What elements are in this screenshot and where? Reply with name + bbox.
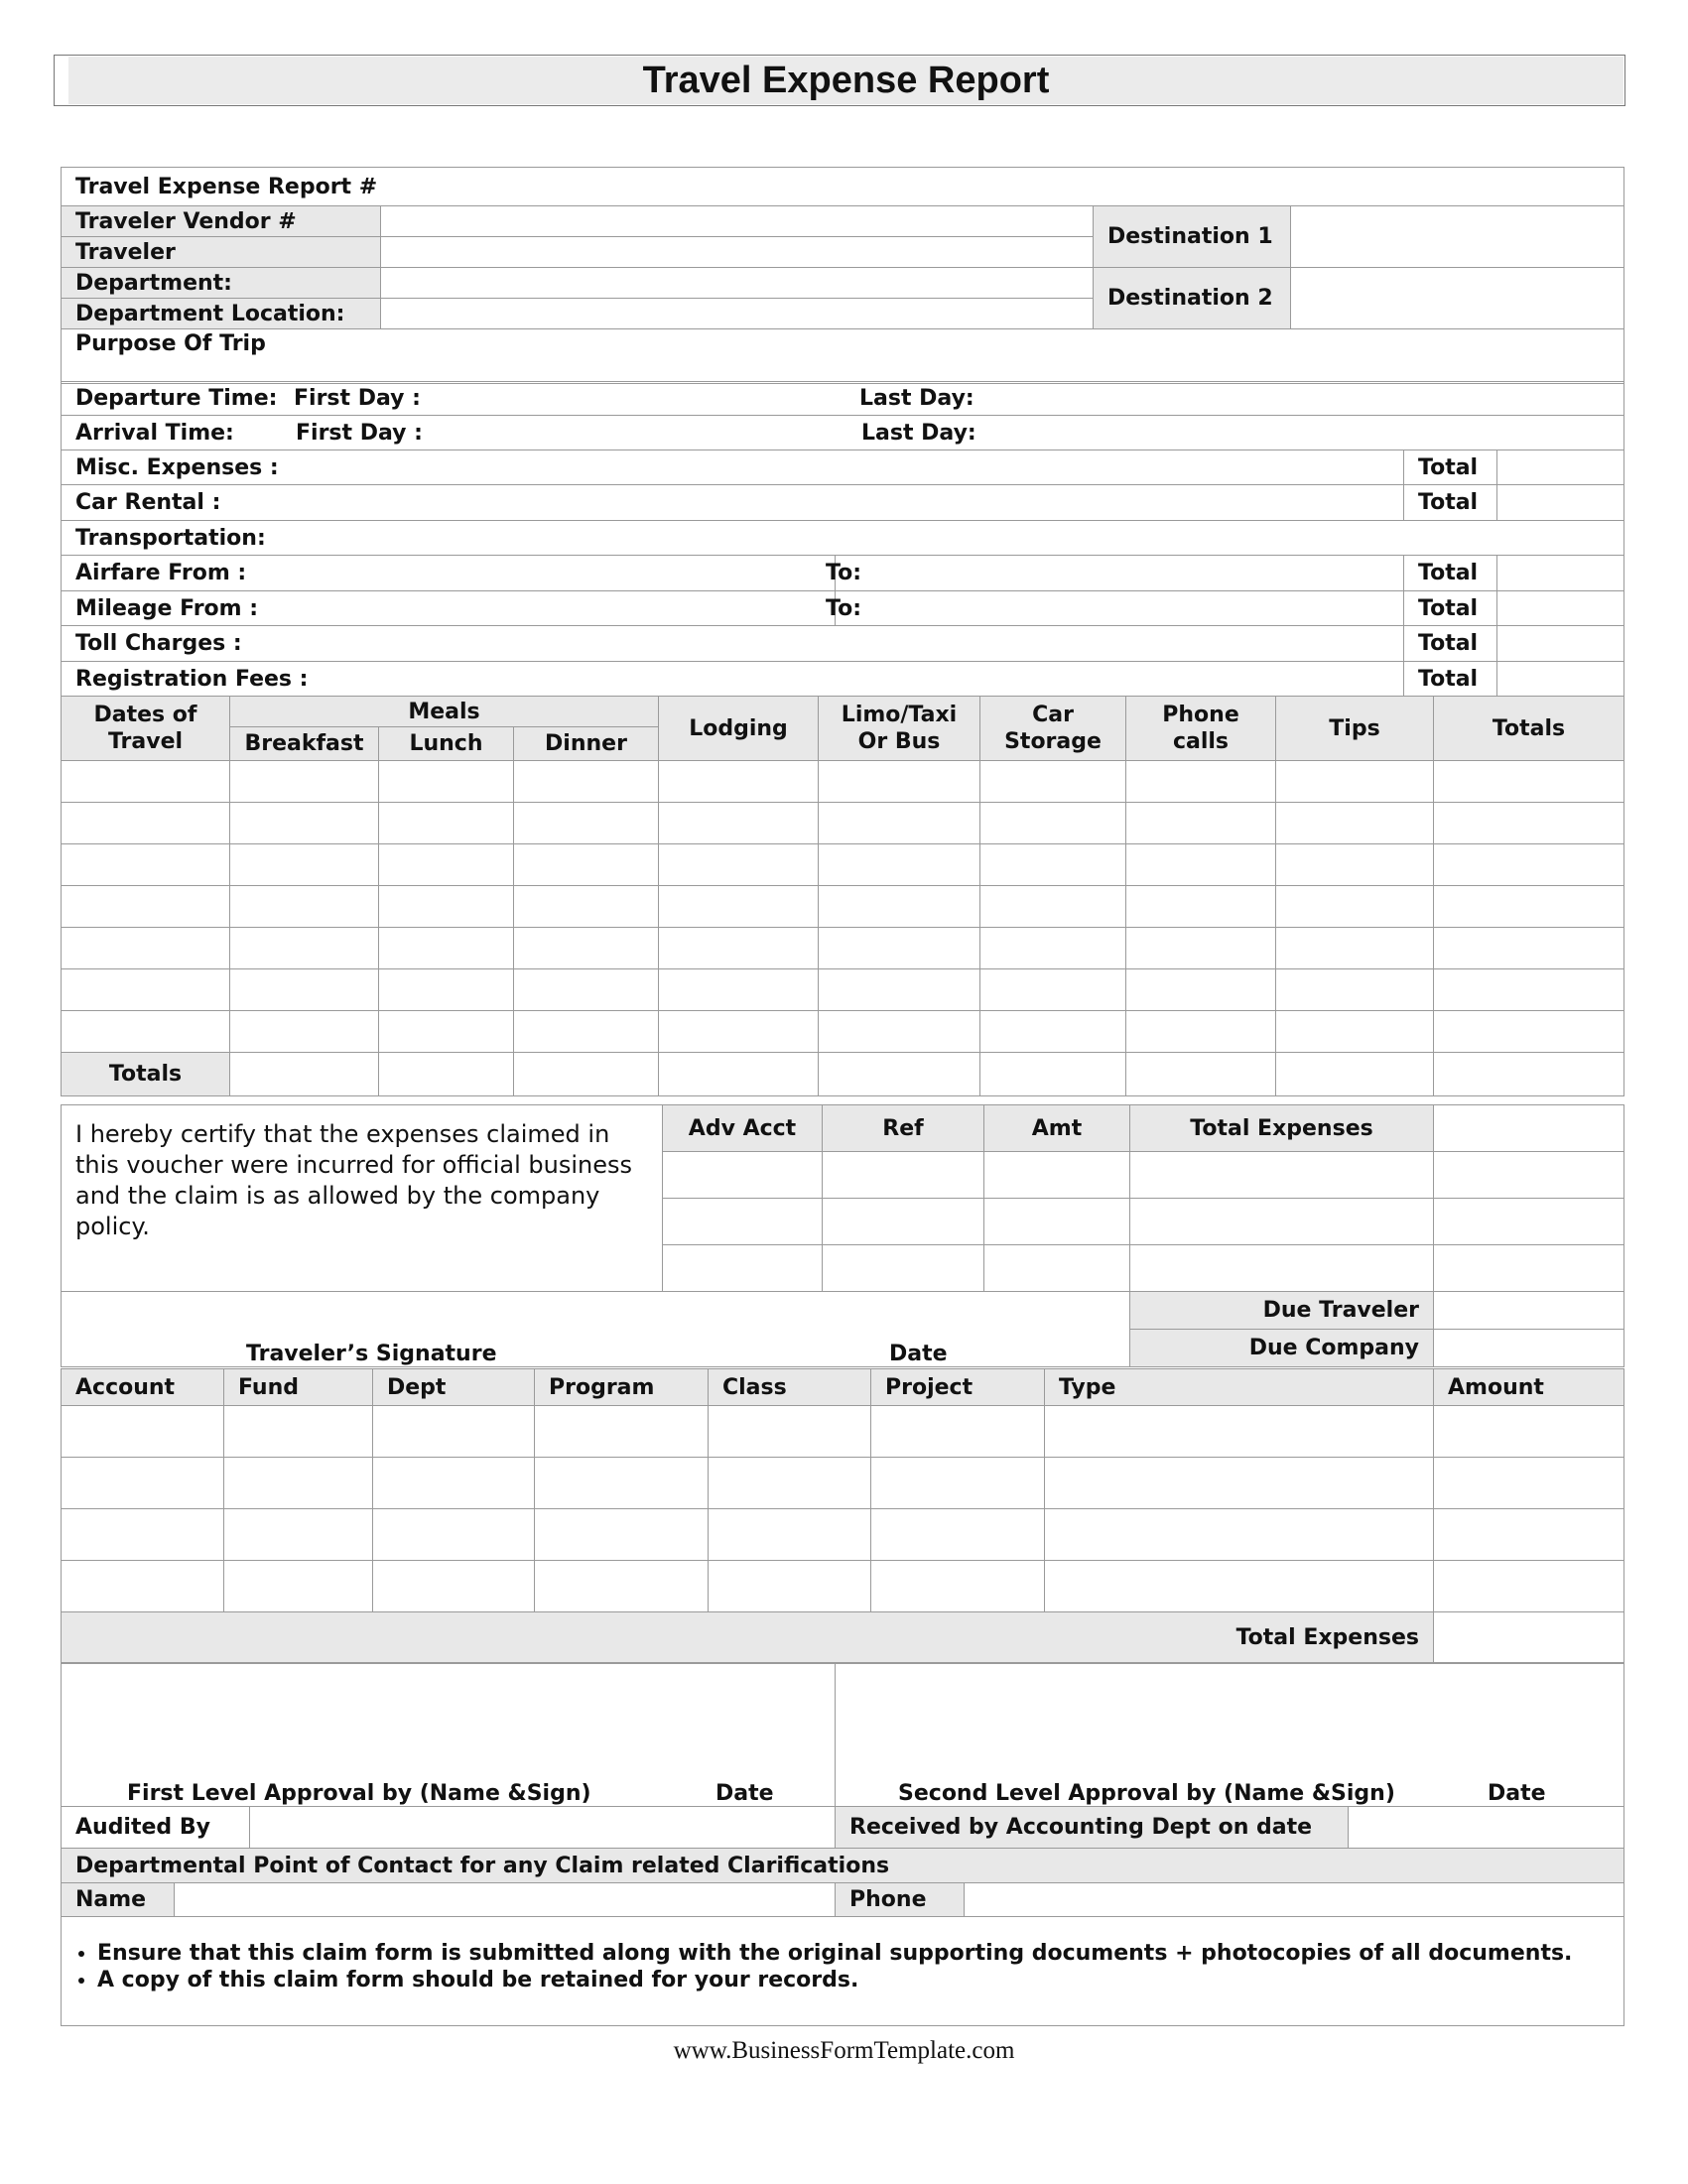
registration-total-field[interactable] (1497, 662, 1624, 697)
daily-cell[interactable] (1276, 803, 1434, 844)
daily-cell[interactable] (1276, 886, 1434, 928)
contact-name-field[interactable] (175, 1883, 836, 1917)
daily-cell[interactable] (230, 969, 379, 1011)
daily-cell[interactable] (819, 886, 980, 928)
daily-cell[interactable] (980, 1011, 1126, 1053)
destination-1-label: Destination 1 (1094, 206, 1291, 268)
adv-cell[interactable] (823, 1199, 984, 1245)
daily-row (62, 928, 1624, 969)
first-level-approval-area[interactable] (62, 1663, 836, 1807)
page-title: Travel Expense Report (642, 59, 1050, 101)
account-cell[interactable] (224, 1406, 373, 1458)
daily-cell[interactable] (62, 928, 230, 969)
car-storage-header: Car Storage (980, 697, 1126, 761)
due-company-label: Due Company (1130, 1330, 1434, 1367)
audited-by-label: Audited By (62, 1807, 250, 1849)
due-traveler-field[interactable] (1434, 1292, 1624, 1330)
daily-cell[interactable] (659, 761, 819, 803)
arrival-time-row (62, 416, 1624, 450)
daily-cell[interactable] (379, 928, 514, 969)
arrival-last-day-label: Last Day: (861, 420, 976, 446)
daily-cell[interactable] (659, 886, 819, 928)
adv-cell[interactable] (1434, 1152, 1624, 1199)
first-level-approval-label: First Level Approval by (Name &Sign) (127, 1781, 591, 1806)
daily-cell[interactable] (980, 803, 1126, 844)
accounts-table (61, 1368, 1624, 1664)
second-level-approval-area[interactable] (836, 1663, 1624, 1807)
account-cell[interactable] (535, 1458, 709, 1509)
daily-row (62, 886, 1624, 928)
adv-cell[interactable] (663, 1152, 823, 1199)
daily-total-cell[interactable] (1276, 1053, 1434, 1096)
total-label: Total (1404, 591, 1497, 626)
account-cell[interactable] (1434, 1509, 1624, 1561)
daily-cell[interactable] (659, 969, 819, 1011)
daily-cell[interactable] (1276, 844, 1434, 886)
account-header: Account (62, 1369, 224, 1406)
account-cell[interactable] (709, 1509, 871, 1561)
daily-row (62, 1011, 1624, 1053)
account-cell[interactable] (1045, 1406, 1434, 1458)
adv-cell[interactable] (663, 1199, 823, 1245)
daily-totals-label: Totals (62, 1053, 230, 1096)
mileage-total-field[interactable] (1497, 591, 1624, 626)
daily-cell[interactable] (1126, 886, 1276, 928)
airfare-to-label: To: (826, 561, 861, 585)
adv-cell[interactable] (984, 1245, 1130, 1292)
adv-cell[interactable] (984, 1152, 1130, 1199)
account-cell[interactable] (62, 1509, 224, 1561)
dates-of-travel-header: Dates of Travel (62, 697, 230, 761)
adv-cell[interactable] (984, 1199, 1130, 1245)
daily-cell[interactable] (1276, 1011, 1434, 1053)
daily-cell[interactable] (62, 803, 230, 844)
account-cell[interactable] (1045, 1509, 1434, 1561)
daily-cell[interactable] (514, 761, 659, 803)
accounts-total-expenses-label: Total Expenses (62, 1612, 1434, 1664)
notes-list (75, 1941, 1610, 1992)
car-rental-total-field[interactable] (1497, 485, 1624, 521)
daily-cell[interactable] (980, 928, 1126, 969)
mileage-to-cell (826, 591, 1404, 626)
totals-header: Totals (1434, 697, 1624, 761)
daily-cell[interactable] (1126, 803, 1276, 844)
daily-cell[interactable] (980, 886, 1126, 928)
adv-cell[interactable] (1130, 1245, 1434, 1292)
arrival-first-day-label: First Day : (296, 420, 423, 446)
daily-cell[interactable] (1126, 1011, 1276, 1053)
daily-row (62, 803, 1624, 844)
daily-expenses-table (61, 696, 1624, 1096)
account-cell[interactable] (871, 1561, 1045, 1612)
airfare-from-label: Airfare From : (75, 561, 247, 585)
adv-cell[interactable] (823, 1245, 984, 1292)
due-traveler-label: Due Traveler (1130, 1292, 1434, 1330)
account-row (62, 1458, 1624, 1509)
daily-cell[interactable] (514, 1011, 659, 1053)
daily-total-cell[interactable] (230, 1053, 379, 1096)
department-location-label: Department Location: (62, 299, 381, 329)
vendor-number-label: Traveler Vendor # (62, 206, 381, 237)
daily-cell[interactable] (514, 886, 659, 928)
account-cell[interactable] (1434, 1458, 1624, 1509)
traveler-label: Traveler (62, 237, 381, 268)
account-cell[interactable] (709, 1458, 871, 1509)
daily-cell[interactable] (62, 844, 230, 886)
title-bar (54, 55, 1625, 106)
daily-cell[interactable] (819, 969, 980, 1011)
car-rental-label: Car Rental : (62, 485, 1404, 521)
traveler-signature-label: Traveler’s Signature (246, 1342, 497, 1366)
total-label: Total (1404, 450, 1497, 485)
adv-acct-header: Adv Acct (663, 1105, 823, 1152)
account-cell[interactable] (373, 1458, 535, 1509)
due-company-field[interactable] (1434, 1330, 1624, 1367)
daily-cell[interactable] (230, 928, 379, 969)
departure-time-label: Departure Time: (75, 386, 278, 411)
daily-cell[interactable] (1276, 928, 1434, 969)
note-item: • A copy of this claim form should be retained for your records. (97, 1968, 1610, 1992)
daily-cell[interactable] (230, 761, 379, 803)
adv-cell[interactable] (1434, 1199, 1624, 1245)
ref-header: Ref (823, 1105, 984, 1152)
destination-2-label: Destination 2 (1094, 268, 1291, 329)
total-expenses-header: Total Expenses (1130, 1105, 1434, 1152)
account-cell[interactable] (224, 1561, 373, 1612)
lodging-header: Lodging (659, 697, 819, 761)
daily-cell[interactable] (980, 844, 1126, 886)
project-header: Project (871, 1369, 1045, 1406)
daily-cell[interactable] (379, 803, 514, 844)
vendor-number-field[interactable] (381, 206, 1094, 237)
daily-cell[interactable] (819, 761, 980, 803)
tips-header: Tips (1276, 697, 1434, 761)
account-cell[interactable] (62, 1406, 224, 1458)
account-cell[interactable] (535, 1561, 709, 1612)
departure-last-day-label: Last Day: (859, 386, 974, 411)
first-approval-date-label: Date (715, 1781, 774, 1806)
daily-cell[interactable] (62, 1011, 230, 1053)
daily-cell[interactable] (659, 803, 819, 844)
destination-2-field[interactable] (1291, 268, 1624, 329)
account-cell[interactable] (709, 1561, 871, 1612)
signature-area[interactable] (62, 1292, 1130, 1367)
airfare-total-field[interactable] (1497, 556, 1624, 591)
daily-cell[interactable] (62, 886, 230, 928)
trip-expenses-table (61, 381, 1624, 697)
account-cell[interactable] (535, 1509, 709, 1561)
daily-cell[interactable] (230, 844, 379, 886)
contact-phone-field[interactable] (965, 1883, 1624, 1917)
daily-total-cell[interactable] (659, 1053, 819, 1096)
daily-cell[interactable] (230, 803, 379, 844)
account-cell[interactable] (224, 1509, 373, 1561)
program-header: Program (535, 1369, 709, 1406)
daily-cell[interactable] (62, 761, 230, 803)
daily-cell[interactable] (230, 1011, 379, 1053)
daily-cell[interactable] (379, 886, 514, 928)
daily-cell[interactable] (1126, 969, 1276, 1011)
mileage-to-label: To: (826, 595, 861, 621)
daily-cell[interactable] (514, 969, 659, 1011)
account-cell[interactable] (62, 1458, 224, 1509)
note-item: • Ensure that this claim form is submitted along with the original supporting documents + photocopies of all documents. (97, 1941, 1610, 1966)
total-label: Total (1404, 662, 1497, 697)
mileage-from-label: Mileage From : (62, 591, 836, 626)
daily-total-cell[interactable] (980, 1053, 1126, 1096)
daily-total-cell[interactable] (1434, 1053, 1624, 1096)
adv-cell[interactable] (1130, 1152, 1434, 1199)
accounts-total-field[interactable] (1434, 1612, 1624, 1664)
account-cell[interactable] (373, 1406, 535, 1458)
registration-fees-label: Registration Fees : (62, 662, 1404, 697)
report-number-label: Travel Expense Report # (62, 168, 1624, 206)
daily-cell[interactable] (1434, 886, 1624, 928)
notes-cell (62, 1917, 1624, 2026)
certification-text: I hereby certify that the expenses claimed in this voucher were incurred for official business and the claim is as allowed by the company policy. (62, 1105, 663, 1292)
daily-cell[interactable] (1434, 969, 1624, 1011)
department-label: Department: (62, 268, 381, 299)
daily-total-cell[interactable] (514, 1053, 659, 1096)
daily-cell[interactable] (1276, 761, 1434, 803)
daily-cell[interactable] (62, 969, 230, 1011)
daily-cell[interactable] (514, 803, 659, 844)
account-row (62, 1509, 1624, 1561)
point-of-contact-label: Departmental Point of Contact for any Claim related Clarifications (62, 1849, 1624, 1883)
account-cell[interactable] (535, 1406, 709, 1458)
daily-cell[interactable] (1434, 761, 1624, 803)
contact-table (61, 1882, 1624, 2026)
total-expenses-field[interactable] (1434, 1105, 1624, 1152)
daily-cell[interactable] (379, 844, 514, 886)
traveler-field[interactable] (381, 237, 1094, 268)
misc-total-field[interactable] (1497, 450, 1624, 485)
daily-row (62, 969, 1624, 1011)
daily-cell[interactable] (819, 844, 980, 886)
traveler-info-table (61, 167, 1624, 384)
received-by-accounting-label: Received by Accounting Dept on date (836, 1807, 1349, 1849)
account-cell[interactable] (1434, 1406, 1624, 1458)
daily-cell[interactable] (514, 928, 659, 969)
daily-cell[interactable] (230, 886, 379, 928)
contact-phone-label: Phone (836, 1883, 965, 1917)
daily-cell[interactable] (1434, 803, 1624, 844)
received-date-field[interactable] (1349, 1807, 1624, 1849)
account-cell[interactable] (709, 1406, 871, 1458)
amt-header: Amt (984, 1105, 1130, 1152)
daily-cell[interactable] (980, 969, 1126, 1011)
second-approval-date-label: Date (1488, 1781, 1546, 1806)
departure-time-row (62, 382, 1624, 416)
daily-total-cell[interactable] (819, 1053, 980, 1096)
account-cell[interactable] (871, 1406, 1045, 1458)
account-cell[interactable] (373, 1509, 535, 1561)
account-cell[interactable] (1045, 1458, 1434, 1509)
department-field[interactable] (381, 268, 1094, 299)
daily-cell[interactable] (1434, 844, 1624, 886)
daily-cell[interactable] (659, 1011, 819, 1053)
breakfast-header: Breakfast (230, 727, 379, 761)
daily-cell[interactable] (1276, 969, 1434, 1011)
destination-1-field[interactable] (1291, 206, 1624, 268)
daily-cell[interactable] (980, 761, 1126, 803)
type-header: Type (1045, 1369, 1434, 1406)
limo-taxi-bus-header: Limo/Taxi Or Bus (819, 697, 980, 761)
daily-cell[interactable] (379, 969, 514, 1011)
department-location-field[interactable] (381, 299, 1094, 329)
daily-cell[interactable] (819, 1011, 980, 1053)
daily-row (62, 761, 1624, 803)
account-cell[interactable] (224, 1458, 373, 1509)
audited-by-field[interactable] (250, 1807, 836, 1849)
account-cell[interactable] (373, 1561, 535, 1612)
daily-cell[interactable] (659, 844, 819, 886)
account-row (62, 1561, 1624, 1612)
daily-cell[interactable] (379, 761, 514, 803)
arrival-time-label: Arrival Time: (75, 420, 234, 446)
departure-first-day-label: First Day : (294, 386, 421, 411)
daily-cell[interactable] (1434, 928, 1624, 969)
contact-name-label: Name (62, 1883, 175, 1917)
total-label: Total (1404, 626, 1497, 662)
phone-calls-header: Phone calls (1126, 697, 1276, 761)
adv-cell[interactable] (663, 1245, 823, 1292)
total-label: Total (1404, 485, 1497, 521)
daily-cell[interactable] (1126, 928, 1276, 969)
lunch-header: Lunch (379, 727, 514, 761)
airfare-from-row (62, 556, 836, 591)
class-header: Class (709, 1369, 871, 1406)
adv-cell[interactable] (1434, 1245, 1624, 1292)
misc-expenses-label: Misc. Expenses : (62, 450, 1404, 485)
daily-total-cell[interactable] (1126, 1053, 1276, 1096)
daily-cell[interactable] (819, 928, 980, 969)
toll-total-field[interactable] (1497, 626, 1624, 662)
second-level-approval-label: Second Level Approval by (Name &Sign) (898, 1781, 1395, 1806)
daily-cell[interactable] (1434, 1011, 1624, 1053)
adv-cell[interactable] (823, 1152, 984, 1199)
dept-header: Dept (373, 1369, 535, 1406)
daily-row (62, 844, 1624, 886)
daily-cell[interactable] (1126, 761, 1276, 803)
account-cell[interactable] (1045, 1561, 1434, 1612)
toll-charges-label: Toll Charges : (62, 626, 1404, 662)
account-cell[interactable] (871, 1509, 1045, 1561)
account-cell[interactable] (871, 1458, 1045, 1509)
transportation-label: Transportation: (62, 521, 1624, 556)
footer-website: www.BusinessFormTemplate.com (673, 2037, 1015, 2064)
daily-totals-row (62, 1053, 1624, 1096)
account-cell[interactable] (1434, 1561, 1624, 1612)
purpose-of-trip-label: Purpose Of Trip (62, 329, 1624, 384)
meals-header: Meals (230, 697, 659, 727)
daily-cell[interactable] (379, 1011, 514, 1053)
adv-cell[interactable] (1130, 1199, 1434, 1245)
amount-header: Amount (1434, 1369, 1624, 1406)
account-cell[interactable] (62, 1561, 224, 1612)
fund-header: Fund (224, 1369, 373, 1406)
signature-date-label: Date (889, 1342, 948, 1366)
daily-cell[interactable] (1126, 844, 1276, 886)
dinner-header: Dinner (514, 727, 659, 761)
daily-cell[interactable] (659, 928, 819, 969)
total-label: Total (1404, 556, 1497, 591)
certification-table (61, 1104, 1624, 1367)
daily-total-cell[interactable] (379, 1053, 514, 1096)
daily-cell[interactable] (514, 844, 659, 886)
daily-cell[interactable] (819, 803, 980, 844)
account-row (62, 1406, 1624, 1458)
approval-table (61, 1662, 1624, 1883)
airfare-to-cell (826, 556, 1404, 591)
